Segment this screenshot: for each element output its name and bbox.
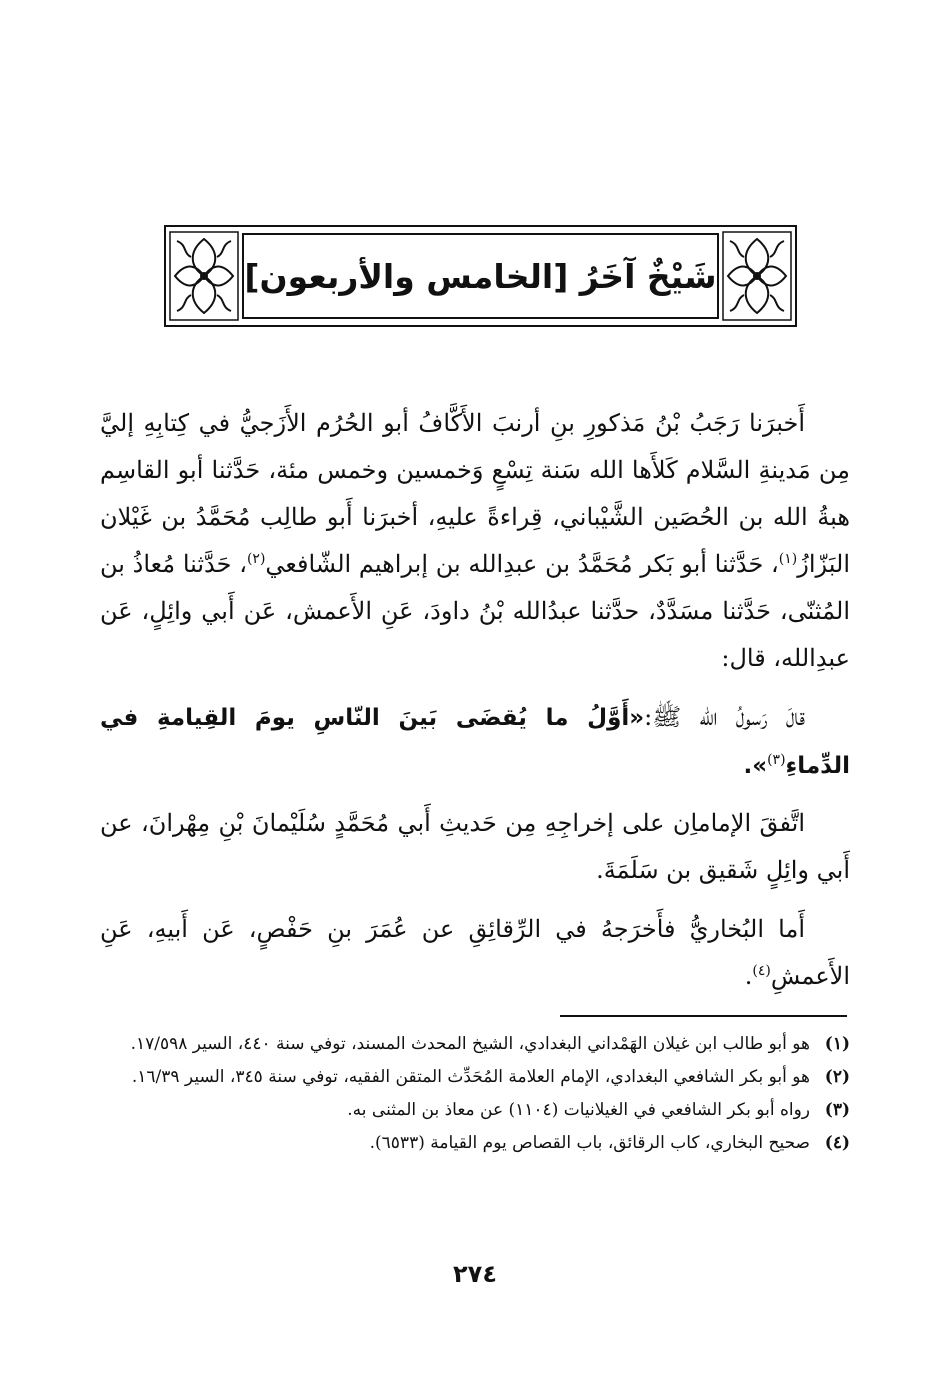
page-number: ٢٧٤ <box>453 1260 497 1288</box>
isnad-paragraph: أَخبرَنا رَجَبُ بْنُ مَذكورِ بنِ أرنبَ الأَكَّافُ أبو الحُرُم الأَزَجيُّ في كِتابِهِ إليَّ مِن مَدينةِ السَّلام كَلأَها الله سَنة تِسْعٍ وَخمسين وخمس مئة، حَدَّثنا أبو القاسِم هبةُ الله بن الحُصَين الشَّيْباني، قِراءةً عليهِ، أخبرَنا أَبو طالِب مُحَمَّدُ بن غَيْلان البَزّازُ$^{(١)}$، حَدَّثنا أبو بَكر مُحَمَّدُ بن عبدِالله بن إبراهيم الشّافعي$^{(٢)}$، حَدَّثنا مُعاذُ بن المُثنّى، حَدَّثنا مسَدَّدٌ، حدَّثنا عبدُالله بْنُ داودَ، عَنِ الأَعمش، عَن أَبي وائِلٍ، عَن عبدِالله، قال: <box>100 409 850 672</box>
hadith-text: «أَوَّلُ ما يُقضَى بَينَ النّاسِ يومَ القِيامةِ في الدِّماءِ <box>100 705 850 779</box>
hadith-paragraph: قالَ رَسولُ الله ﷺ:«أَوَّلُ ما يُقضَى بَينَ النّاسِ يومَ القِيامةِ في الدِّماءِ$^{(٣)}$». <box>100 703 850 779</box>
chapter-heading-frame <box>164 225 797 327</box>
footnote-text: رواه أبو بكر الشافعي في الغيلانيات (١١٠٤) عن معاذ بن المثنى به. <box>347 1100 810 1120</box>
footnote-ref-3: (٣) <box>767 752 786 768</box>
footnote-number: (٢) <box>824 1067 850 1087</box>
footnote-separator <box>560 1015 847 1017</box>
footnote-item <box>100 1030 850 1059</box>
chapter-title: شَيْخٌ آخَرُ [الخامس والأربعون] <box>244 256 717 296</box>
footnote-number: (١) <box>824 1034 850 1054</box>
footnote-item <box>100 1063 850 1092</box>
footnote-text: هو أبو طالب ابن غيلان الهَمْداني البغدادي، الشيخ المحدث المسند، توفي سنة ٤٤٠، السير ١٧/٥٩٨. <box>130 1034 810 1054</box>
footnote-number: (٤) <box>824 1133 850 1153</box>
footnote-ref-4: (٤) <box>752 963 771 979</box>
footnote-item <box>100 1129 850 1158</box>
footnotes <box>100 1030 850 1162</box>
floral-ornament-icon <box>722 231 792 321</box>
bukhari-paragraph: أَما البُخاريُّ فأَخرَجهُ في الرِّقائِقِ عن عُمَرَ بنِ حَفْصٍ، عَن أَبيهِ، عَنِ الأَعمشِ$^{(٤)}$. <box>100 915 850 990</box>
footnote-text: هو أبو بكر الشافعي البغدادي، الإمام العلامة المُحَدِّث المتقن الفقيه، توفي سنة ٣٤٥، السير ١٦/٣٩. <box>131 1067 810 1087</box>
footnote-ref-1: (١) <box>778 551 798 567</box>
floral-ornament-icon <box>169 231 239 321</box>
footnote-item <box>100 1096 850 1125</box>
footnote-ref-2: (٢) <box>246 551 266 567</box>
footnote-number: (٣) <box>824 1100 850 1120</box>
takhrij-paragraph: اتَّفقَ الإماماِن على إخراجِهِ مِن حَديثِ أَبي مُحَمَّدٍ سُلَيْمانَ بْنِ مِهْرانَ، عن أَبي وائِلٍ شَقيق بن سَلَمَةَ. <box>100 809 850 884</box>
chapter-heading-box <box>242 233 719 319</box>
main-text <box>100 400 850 1012</box>
footnote-text: صحيح البخاري، كاب الرقائق، باب القصاص يوم القيامة (٦٥٣٣). <box>369 1133 810 1153</box>
